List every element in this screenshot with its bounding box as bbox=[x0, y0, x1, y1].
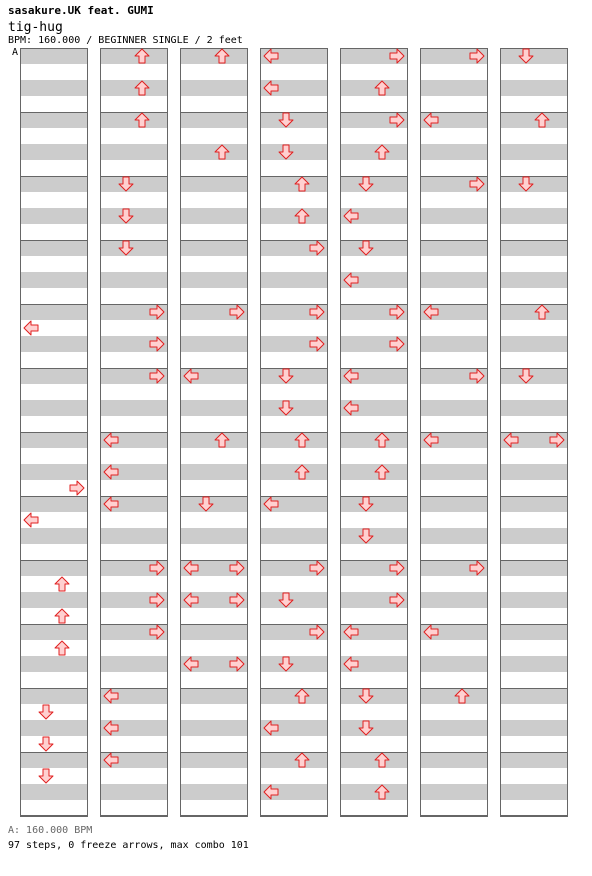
beat-stripe bbox=[180, 48, 248, 64]
beat-stripe bbox=[20, 752, 88, 768]
beat-stripe bbox=[20, 176, 88, 192]
beat-stripe bbox=[500, 624, 568, 640]
beat-stripe bbox=[260, 592, 328, 608]
beat-stripe bbox=[100, 112, 168, 128]
beat-stripe bbox=[20, 432, 88, 448]
beat-stripe bbox=[180, 80, 248, 96]
beat-stripe bbox=[100, 240, 168, 256]
beat-stripe bbox=[20, 80, 88, 96]
beat-stripe bbox=[180, 208, 248, 224]
beat-stripe bbox=[180, 240, 248, 256]
beat-stripe bbox=[500, 528, 568, 544]
beat-stripe bbox=[20, 240, 88, 256]
beat-stripe bbox=[20, 688, 88, 704]
beat-stripe bbox=[500, 720, 568, 736]
beat-stripe bbox=[100, 80, 168, 96]
arrow-up-icon bbox=[55, 641, 69, 655]
chart-meta: BPM: 160.000 / BEGINNER SINGLE / 2 feet bbox=[8, 35, 243, 46]
beat-stripe bbox=[420, 720, 488, 736]
beat-stripe bbox=[420, 688, 488, 704]
beat-stripe bbox=[340, 144, 408, 160]
beat-stripe bbox=[420, 496, 488, 512]
step-column bbox=[180, 48, 248, 817]
beat-stripe bbox=[420, 784, 488, 800]
beat-stripe bbox=[20, 208, 88, 224]
beat-stripe bbox=[180, 528, 248, 544]
song-title: tig-hug bbox=[8, 20, 63, 35]
beat-stripe bbox=[180, 464, 248, 480]
beat-stripe bbox=[260, 272, 328, 288]
beat-stripe bbox=[100, 656, 168, 672]
beat-stripe bbox=[180, 752, 248, 768]
beat-stripe bbox=[500, 784, 568, 800]
beat-stripe bbox=[20, 656, 88, 672]
beat-stripe bbox=[420, 400, 488, 416]
beat-stripe bbox=[500, 368, 568, 384]
arrow-up-icon bbox=[55, 609, 69, 623]
arrow-down-icon bbox=[39, 705, 53, 719]
beat-stripe bbox=[260, 144, 328, 160]
beat-stripe bbox=[100, 48, 168, 64]
step-column bbox=[100, 48, 168, 817]
beat-stripe bbox=[420, 656, 488, 672]
beat-stripe bbox=[180, 272, 248, 288]
beat-stripe bbox=[500, 752, 568, 768]
beat-stripe bbox=[180, 112, 248, 128]
beat-stripe bbox=[180, 720, 248, 736]
beat-stripe bbox=[180, 624, 248, 640]
step-column bbox=[420, 48, 488, 817]
beat-stripe bbox=[260, 528, 328, 544]
beat-stripe bbox=[420, 80, 488, 96]
chart-stats: 97 steps, 0 freeze arrows, max combo 101 bbox=[8, 840, 249, 851]
beat-stripe bbox=[180, 176, 248, 192]
beat-stripe bbox=[180, 400, 248, 416]
arrow-left-icon bbox=[24, 321, 38, 335]
beat-stripe bbox=[340, 496, 408, 512]
beat-stripe bbox=[500, 496, 568, 512]
beat-stripe bbox=[260, 688, 328, 704]
beat-stripe bbox=[500, 144, 568, 160]
beat-stripe bbox=[20, 496, 88, 512]
beat-stripe bbox=[500, 80, 568, 96]
beat-stripe bbox=[260, 432, 328, 448]
arrow-left-icon bbox=[24, 513, 38, 527]
beat-stripe bbox=[20, 624, 88, 640]
beat-stripe bbox=[500, 208, 568, 224]
arrow-right-icon bbox=[70, 481, 84, 495]
beat-stripe bbox=[20, 400, 88, 416]
beat-stripe bbox=[340, 528, 408, 544]
step-column bbox=[340, 48, 408, 817]
beat-stripe bbox=[260, 176, 328, 192]
beat-stripe bbox=[20, 304, 88, 320]
artist-name: sasakure.UK feat. GUMI bbox=[8, 4, 154, 17]
arrow-down-icon bbox=[39, 737, 53, 751]
beat-stripe bbox=[420, 752, 488, 768]
beat-stripe bbox=[260, 464, 328, 480]
beat-stripe bbox=[20, 368, 88, 384]
beat-stripe bbox=[180, 688, 248, 704]
beat-stripe bbox=[100, 784, 168, 800]
beat-stripe bbox=[100, 272, 168, 288]
beat-stripe bbox=[420, 336, 488, 352]
beat-stripe bbox=[100, 528, 168, 544]
beat-stripe bbox=[20, 112, 88, 128]
beat-stripe bbox=[180, 496, 248, 512]
beat-stripe bbox=[500, 336, 568, 352]
beat-stripe bbox=[500, 592, 568, 608]
beat-stripe bbox=[340, 720, 408, 736]
beat-stripe bbox=[500, 48, 568, 64]
beat-stripe bbox=[180, 144, 248, 160]
beat-stripe bbox=[20, 464, 88, 480]
beat-stripe bbox=[340, 176, 408, 192]
beat-stripe bbox=[340, 752, 408, 768]
beat-stripe bbox=[20, 272, 88, 288]
beat-stripe bbox=[420, 528, 488, 544]
beat-stripe bbox=[20, 528, 88, 544]
beat-stripe bbox=[340, 80, 408, 96]
beat-stripe bbox=[340, 464, 408, 480]
step-column bbox=[260, 48, 328, 817]
beat-stripe bbox=[20, 144, 88, 160]
beat-stripe bbox=[260, 400, 328, 416]
bpm-change-marker: A bbox=[12, 47, 19, 58]
beat-stripe bbox=[340, 784, 408, 800]
beat-stripe bbox=[500, 656, 568, 672]
beat-stripe bbox=[500, 464, 568, 480]
beat-stripe bbox=[20, 592, 88, 608]
beat-stripe bbox=[420, 240, 488, 256]
beat-stripe bbox=[100, 400, 168, 416]
beat-stripe bbox=[420, 208, 488, 224]
beat-stripe bbox=[420, 144, 488, 160]
beat-stripe bbox=[20, 560, 88, 576]
beat-stripe bbox=[420, 464, 488, 480]
beat-stripe bbox=[20, 336, 88, 352]
beat-stripe bbox=[260, 368, 328, 384]
beat-stripe bbox=[260, 752, 328, 768]
beat-stripe bbox=[20, 48, 88, 64]
beat-stripe bbox=[180, 432, 248, 448]
beat-stripe bbox=[500, 304, 568, 320]
arrow-up-icon bbox=[55, 577, 69, 591]
beat-stripe bbox=[20, 784, 88, 800]
beat-stripe bbox=[420, 272, 488, 288]
beat-stripe bbox=[340, 240, 408, 256]
beat-stripe bbox=[500, 560, 568, 576]
beat-stripe bbox=[260, 208, 328, 224]
beat-stripe bbox=[500, 176, 568, 192]
beat-stripe bbox=[260, 112, 328, 128]
beat-stripe bbox=[180, 784, 248, 800]
beat-stripe bbox=[340, 688, 408, 704]
bpm-legend: A: 160.000 BPM bbox=[8, 825, 93, 836]
beat-stripe bbox=[420, 592, 488, 608]
beat-stripe bbox=[100, 176, 168, 192]
beat-stripe bbox=[500, 400, 568, 416]
beat-stripe bbox=[500, 272, 568, 288]
beat-stripe bbox=[180, 336, 248, 352]
beat-stripe bbox=[340, 432, 408, 448]
beat-stripe bbox=[100, 208, 168, 224]
step-column bbox=[500, 48, 568, 817]
beat-stripe bbox=[100, 144, 168, 160]
beat-stripe bbox=[500, 240, 568, 256]
beat-stripe bbox=[20, 720, 88, 736]
beat-stripe bbox=[500, 112, 568, 128]
step-column bbox=[20, 48, 88, 817]
beat-stripe bbox=[260, 656, 328, 672]
beat-stripe bbox=[500, 688, 568, 704]
arrow-down-icon bbox=[39, 769, 53, 783]
